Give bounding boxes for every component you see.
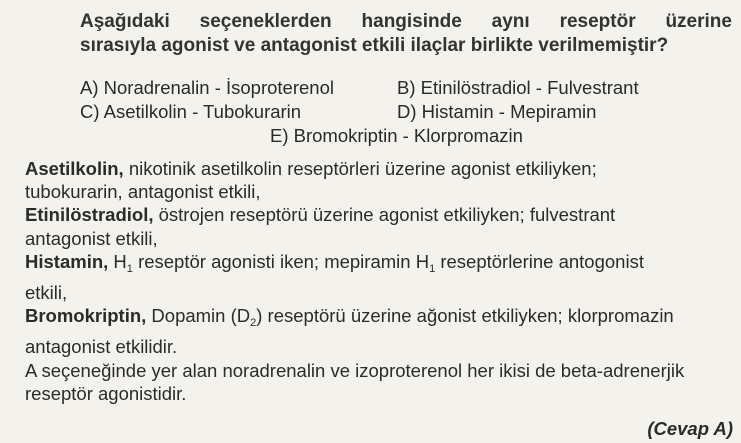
explanation-text: H	[113, 250, 127, 272]
explanation-text: etkili,	[25, 282, 68, 304]
option-letter: B)	[397, 77, 416, 98]
option-text: Histamin - Mepiramin	[421, 101, 597, 122]
option-letter: E)	[270, 125, 289, 146]
subscript: 2	[250, 317, 257, 330]
option-letter: D)	[397, 101, 417, 122]
option-a[interactable]	[80, 76, 334, 100]
explanation-text: reseptör agonisti iken; mepiramin H	[138, 250, 430, 272]
explanation-text: antagonist etkilidir.	[25, 336, 178, 358]
drug-term: Etinilöstradiol,	[25, 204, 154, 226]
option-text: Noradrenalin - İsoproterenol	[103, 77, 334, 98]
explanation-text: Dopamin (D	[151, 305, 251, 327]
question-word: aynı	[491, 11, 530, 32]
question-line-2: sırasıyla agonist ve antagonist etkili ilaçlar birlikte verilmemiştir?	[80, 35, 669, 56]
question-word: hangisinde	[361, 11, 462, 32]
subscript: 1	[126, 262, 133, 275]
explanation-text: ) reseptörü üzerine ağonist etkiliyken; klorpromazin	[256, 305, 674, 327]
option-text: Bromokriptin - Klorpromazin	[293, 125, 523, 146]
explanation-para-3	[25, 250, 735, 281]
option-b[interactable]	[397, 76, 639, 100]
option-text: Asetilkolin - Tubokurarin	[103, 101, 302, 122]
explanation-para-1	[25, 157, 735, 180]
option-c[interactable]	[80, 100, 301, 124]
drug-term: Asetilkolin,	[25, 158, 124, 179]
explanation	[25, 157, 735, 405]
option-letter: C)	[80, 101, 100, 122]
option-text: Etinilöstradiol - Fulvestrant	[420, 77, 639, 98]
explanation-para-2	[25, 203, 735, 226]
question-word: seçeneklerden	[199, 11, 332, 32]
explanation-text: tubokurarin, antagonist etkili,	[25, 181, 261, 203]
question-line-1	[80, 10, 732, 34]
question-word: Aşağıdaki	[80, 11, 170, 32]
question-word: reseptör	[559, 11, 636, 32]
explanation-text: östrojen reseptörü üzerine agonist etkiliyken; fulvestrant	[158, 204, 616, 226]
subscript: 1	[429, 262, 436, 275]
options-list	[80, 76, 732, 148]
explanation-para-5: A seçeneğinde yer alan noradrenalin ve izoproterenol her ikisi de beta-adrenerjik	[25, 359, 685, 381]
drug-term: Bromokriptin,	[25, 305, 147, 327]
option-letter: A)	[80, 77, 99, 98]
question	[80, 10, 732, 58]
explanation-para-4	[25, 304, 735, 335]
option-e[interactable]	[270, 124, 523, 148]
explanation-text: antagonist etkili,	[25, 227, 158, 249]
question-word: üzerine	[665, 11, 732, 32]
option-d[interactable]	[397, 100, 596, 124]
explanation-text: nikotinik asetilkolin reseptörleri üzerine agonist etkiliyken;	[128, 158, 597, 179]
answer-label: (Cevap A)	[647, 418, 733, 439]
drug-term: Histamin,	[25, 250, 109, 272]
explanation-text: reseptör agonistidir.	[25, 382, 187, 404]
explanation-text: reseptörlerine antogonist	[440, 250, 644, 272]
